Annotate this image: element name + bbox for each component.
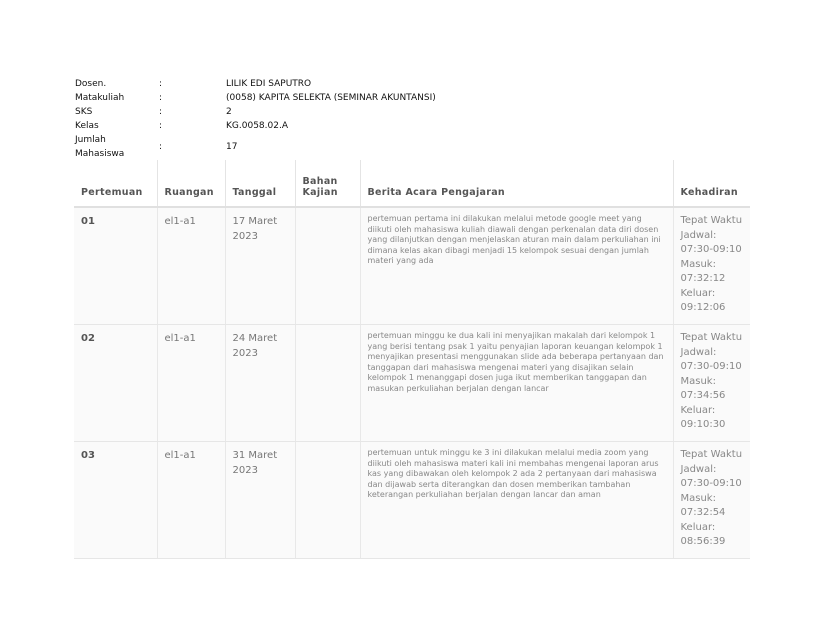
header-berita-acara: Berita Acara Pengajaran	[360, 160, 673, 207]
kelas-label: Kelas	[75, 121, 99, 131]
dosen-value: LILIK EDI SAPUTRO	[226, 79, 312, 89]
masuk-label: Masuk:	[680, 492, 716, 504]
keluar-value: 09:10:30	[680, 419, 726, 430]
ruangan-cell: el1-a1	[157, 207, 225, 325]
kehadiran-status: Tepat Waktu	[680, 449, 743, 460]
sks-label: SKS	[75, 107, 93, 117]
attendance-table	[74, 160, 750, 559]
jadwal-label: Jadwal:	[680, 346, 717, 358]
jadwal-label: Jadwal:	[680, 463, 717, 475]
tanggal-cell	[225, 207, 295, 325]
colon: :	[159, 142, 163, 152]
info-row-sks	[75, 105, 775, 119]
kehadiran-status: Tepat Waktu	[680, 332, 743, 343]
jadwal-value: 07:30-09:10	[680, 478, 742, 489]
tanggal-year: 2023	[232, 231, 258, 242]
tanggal-day-month: 24 Maret	[232, 333, 278, 344]
header-bahan-line2: Kajian	[302, 187, 338, 198]
header-bahan-line1: Bahan	[302, 176, 338, 187]
jadwal-value: 07:30-09:10	[680, 244, 742, 255]
ruangan-cell: el1-a1	[157, 325, 225, 442]
matakuliah-label: Matakuliah	[75, 93, 125, 103]
jumlah-label-line1: Jumlah	[75, 135, 106, 145]
masuk-value: 07:34:56	[680, 390, 726, 401]
header-kehadiran: Kehadiran	[673, 160, 750, 207]
info-row-jumlah-mahasiswa	[75, 133, 775, 161]
kehadiran-cell	[673, 442, 750, 559]
tanggal-cell	[225, 442, 295, 559]
header-bahan-kajian	[295, 160, 360, 207]
header-tanggal: Tanggal	[225, 160, 295, 207]
colon: :	[159, 79, 163, 89]
ruangan-cell: el1-a1	[157, 442, 225, 559]
course-info	[75, 77, 775, 161]
bahan-kajian-cell	[295, 325, 360, 442]
colon: :	[159, 121, 163, 131]
berita-acara-cell: pertemuan pertama ini dilakukan melalui metode google meet yang diikuti oleh mahasiswa kuliah diawali dengan perkenalan data diri dosen yang dilanjutkan dengan menjelaskan aturan main dalam perkuliahan ini dimana kelas akan dibagi menjadi 15 kelompok sesuai dengan jumlah materi yang ada	[360, 207, 673, 325]
dosen-label: Dosen.	[75, 79, 107, 89]
table-row	[74, 325, 750, 442]
pertemuan-cell: 01	[74, 207, 157, 325]
tanggal-year: 2023	[232, 348, 258, 359]
table-row	[74, 207, 750, 325]
info-row-kelas	[75, 119, 775, 133]
attendance-table-wrapper	[74, 160, 750, 559]
jumlah-mahasiswa-label	[75, 133, 159, 161]
keluar-label: Keluar:	[680, 287, 716, 299]
tanggal-day-month: 31 Maret	[232, 450, 278, 461]
jumlah-label-line2: Mahasiswa	[75, 149, 125, 159]
kehadiran-status: Tepat Waktu	[680, 215, 743, 226]
pertemuan-cell: 02	[74, 325, 157, 442]
info-row-matakuliah	[75, 91, 775, 105]
pertemuan-cell: 03	[74, 442, 157, 559]
table-row	[74, 442, 750, 559]
header-pertemuan: Pertemuan	[74, 160, 157, 207]
sks-value: 2	[226, 107, 232, 117]
masuk-label: Masuk:	[680, 258, 716, 270]
tanggal-year: 2023	[232, 465, 258, 476]
jadwal-value: 07:30-09:10	[680, 361, 742, 372]
berita-acara-cell: pertemuan minggu ke dua kali ini menyajikan makalah dari kelompok 1 yang berisi tentang psak 1 yaitu penyajian laporan keuangan kelompok 1 menyajikan presentasi menggunakan slide ada beberapa pertanyaan dan tanggapan dari mahasiswa mengenai materi yang disajikan selain kelompok 1 menanggapi dosen juga ikut memberikan tanggapan dan masukan perkuliahan berjalan dengan lancar	[360, 325, 673, 442]
keluar-label: Keluar:	[680, 404, 716, 416]
keluar-value: 08:56:39	[680, 536, 726, 547]
kelas-value: KG.0058.02.A	[226, 121, 288, 131]
kehadiran-cell	[673, 325, 750, 442]
bahan-kajian-cell	[295, 207, 360, 325]
jumlah-mahasiswa-value: 17	[226, 142, 238, 152]
info-row-dosen	[75, 77, 775, 91]
masuk-label: Masuk:	[680, 375, 716, 387]
jadwal-label: Jadwal:	[680, 229, 717, 241]
header-ruangan: Ruangan	[157, 160, 225, 207]
tanggal-day-month: 17 Maret	[232, 216, 278, 227]
berita-acara-cell: pertemuan untuk minggu ke 3 ini dilakukan melalui media zoom yang diikuti oleh mahasiswa materi kali ini membahas mengenai laporan arus kas yang dibawakan oleh kelompok 2 ada 2 pertanyaan dari mahasiswa dan dijawab serta diterangkan dan dosen memberikan tambahan keterangan perkuliahan berjalan dengan lancar dan aman	[360, 442, 673, 559]
bahan-kajian-cell	[295, 442, 360, 559]
colon: :	[159, 107, 163, 117]
matakuliah-value: (0058) KAPITA SELEKTA (SEMINAR AKUNTANSI)	[226, 93, 436, 103]
kehadiran-cell	[673, 207, 750, 325]
colon: :	[159, 93, 163, 103]
masuk-value: 07:32:12	[680, 273, 726, 284]
keluar-label: Keluar:	[680, 521, 716, 533]
tanggal-cell	[225, 325, 295, 442]
table-header-row	[74, 160, 750, 207]
keluar-value: 09:12:06	[680, 302, 726, 313]
masuk-value: 07:32:54	[680, 507, 726, 518]
